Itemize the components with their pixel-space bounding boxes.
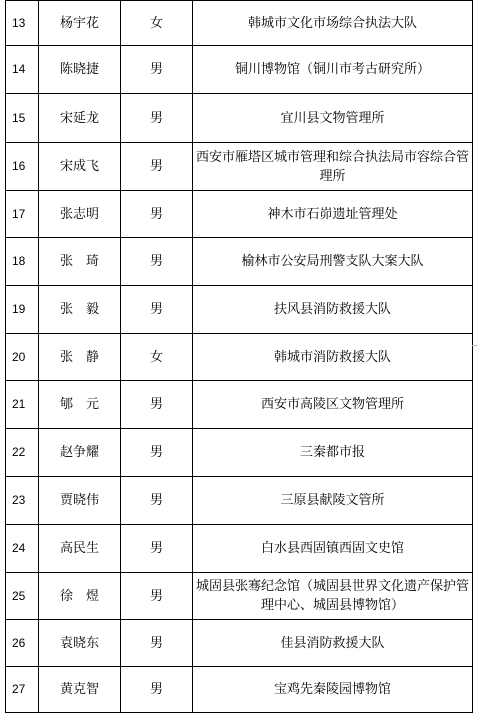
table-row bbox=[6, 334, 473, 381]
person-name: 黄克智 bbox=[39, 667, 121, 713]
work-unit: 西安市雁塔区城市管理和综合执法局市容综合管理所 bbox=[193, 143, 473, 191]
gender: 男 bbox=[121, 525, 193, 573]
person-name: 张 琦 bbox=[39, 238, 121, 286]
person-name: 高民生 bbox=[39, 525, 121, 573]
person-name: 贾晓伟 bbox=[39, 477, 121, 525]
gender: 男 bbox=[121, 381, 193, 429]
row-number: 25 bbox=[6, 573, 39, 620]
person-name: 郇 元 bbox=[39, 381, 121, 429]
table-row bbox=[6, 94, 473, 143]
gender: 男 bbox=[121, 286, 193, 334]
row-number: 27 bbox=[6, 667, 39, 713]
gender: 男 bbox=[121, 143, 193, 191]
person-name: 宋延龙 bbox=[39, 94, 121, 143]
row-number: 21 bbox=[6, 381, 39, 429]
gender: 男 bbox=[121, 191, 193, 238]
work-unit: 宝鸡先秦陵园博物馆 bbox=[193, 667, 473, 713]
work-unit: 宜川县文物管理所 bbox=[193, 94, 473, 143]
gender: 男 bbox=[121, 620, 193, 667]
row-number: 14 bbox=[6, 46, 39, 94]
person-name: 张 毅 bbox=[39, 286, 121, 334]
work-unit: 城固县张骞纪念馆（城固县世界文化遗产保护管理中心、城固县博物馆） bbox=[193, 573, 473, 620]
work-unit: 佳县消防救援大队 bbox=[193, 620, 473, 667]
table-row bbox=[6, 286, 473, 334]
row-number: 13 bbox=[6, 1, 39, 46]
person-name: 宋成飞 bbox=[39, 143, 121, 191]
table-row bbox=[6, 191, 473, 238]
person-name: 徐 煜 bbox=[39, 573, 121, 620]
work-unit: 西安市高陵区文物管理所 bbox=[193, 381, 473, 429]
row-number: 22 bbox=[6, 429, 39, 477]
row-number: 17 bbox=[6, 191, 39, 238]
gender: 男 bbox=[121, 667, 193, 713]
person-name: 陈晓捷 bbox=[39, 46, 121, 94]
work-unit: 三秦都市报 bbox=[193, 429, 473, 477]
work-unit: 榆林市公安局刑警支队大案大队 bbox=[193, 238, 473, 286]
table-row bbox=[6, 429, 473, 477]
work-unit: 三原县献陵文管所 bbox=[193, 477, 473, 525]
gender: 男 bbox=[121, 477, 193, 525]
work-unit: 扶风县消防救援大队 bbox=[193, 286, 473, 334]
person-name: 赵争耀 bbox=[39, 429, 121, 477]
gender: 男 bbox=[121, 238, 193, 286]
data-table bbox=[5, 0, 473, 713]
work-unit: 韩城市消防救援大队 bbox=[193, 334, 473, 381]
table-row bbox=[6, 238, 473, 286]
row-number: 18 bbox=[6, 238, 39, 286]
work-unit: 韩城市文化市场综合执法大队 bbox=[193, 1, 473, 46]
person-name: 袁晓东 bbox=[39, 620, 121, 667]
gender: 男 bbox=[121, 429, 193, 477]
gender: 男 bbox=[121, 46, 193, 94]
gender: 男 bbox=[121, 94, 193, 143]
gender: 女 bbox=[121, 334, 193, 381]
person-name: 杨宇花 bbox=[39, 1, 121, 46]
row-number: 24 bbox=[6, 525, 39, 573]
table-row bbox=[6, 477, 473, 525]
work-unit: 神木市石峁遗址管理处 bbox=[193, 191, 473, 238]
gender: 男 bbox=[121, 573, 193, 620]
table-row bbox=[6, 143, 473, 191]
table-row bbox=[6, 381, 473, 429]
person-name: 张 静 bbox=[39, 334, 121, 381]
row-number: 19 bbox=[6, 286, 39, 334]
table-row bbox=[6, 525, 473, 573]
row-number: 26 bbox=[6, 620, 39, 667]
honoree-list-table bbox=[5, 0, 472, 713]
row-number: 20 bbox=[6, 334, 39, 381]
work-unit: 白水县西固镇西固文史馆 bbox=[193, 525, 473, 573]
table-row bbox=[6, 573, 473, 620]
row-number: 15 bbox=[6, 94, 39, 143]
table-row bbox=[6, 667, 473, 713]
page-edge-marker bbox=[472, 345, 478, 346]
gender: 女 bbox=[121, 1, 193, 46]
table-row bbox=[6, 1, 473, 46]
table-row bbox=[6, 46, 473, 94]
work-unit: 铜川博物馆（铜川市考古研究所） bbox=[193, 46, 473, 94]
table-row bbox=[6, 620, 473, 667]
row-number: 23 bbox=[6, 477, 39, 525]
row-number: 16 bbox=[6, 143, 39, 191]
person-name: 张志明 bbox=[39, 191, 121, 238]
